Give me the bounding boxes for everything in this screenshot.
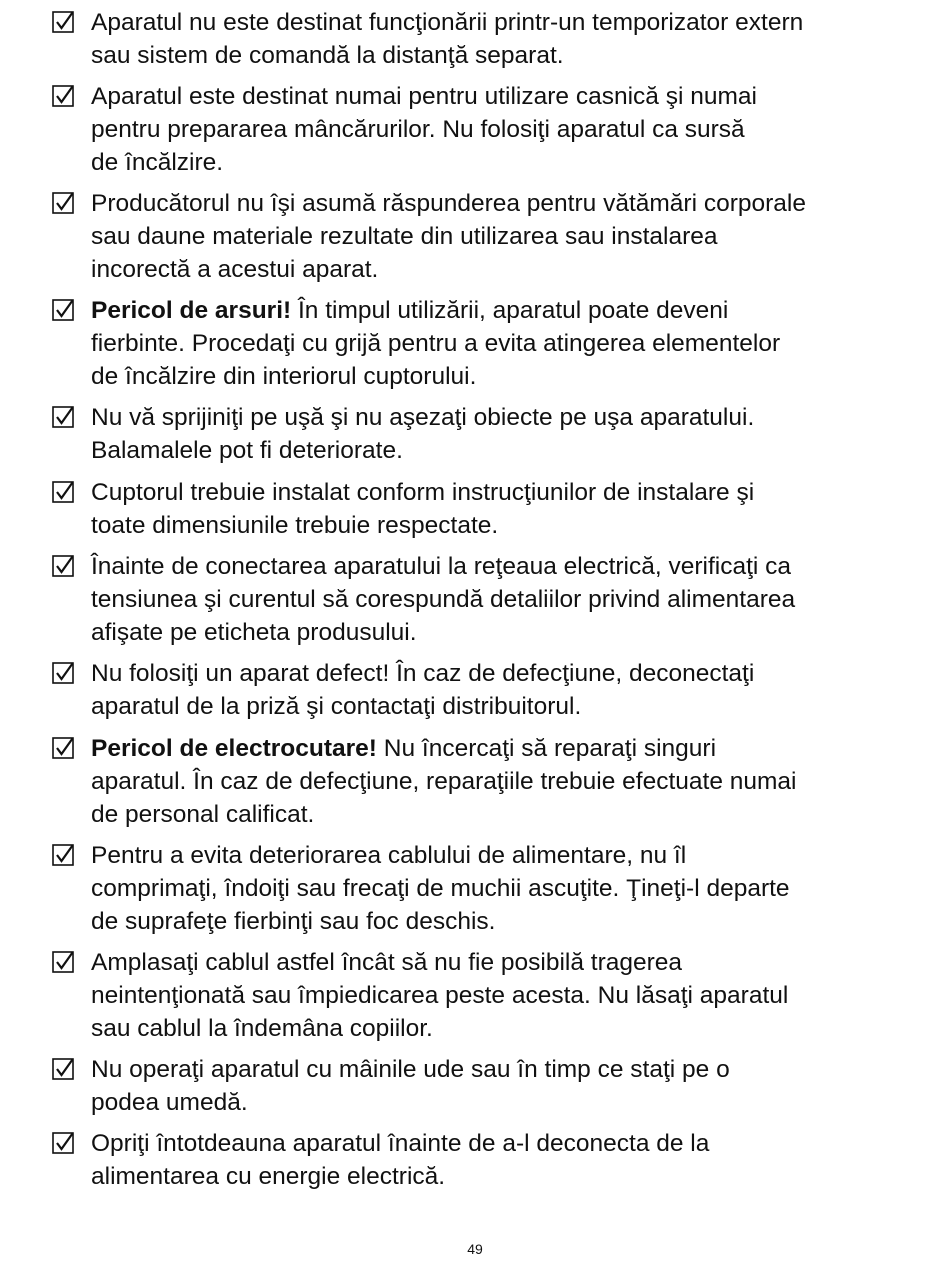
item-body: Opriţi întotdeauna aparatul înainte de a-l deconecta de la alimentarea cu energie electrică. xyxy=(91,1130,710,1190)
list-item xyxy=(52,80,902,179)
item-text xyxy=(91,80,902,179)
checkbox-icon xyxy=(52,555,74,577)
item-body: Înainte de conectarea aparatului la reţeaua electrică, verificaţi ca tensiunea şi curentul să corespundă detaliilor privind alimentarea afişate pe eticheta produsului. xyxy=(91,553,796,646)
item-body: Pentru a evita deteriorarea cablului de alimentare, nu îl comprimaţi, îndoiţi sau frecaţi de muchii ascuţite. Ţineţi-l departe de suprafeţe fierbinţi sau foc deschis. xyxy=(91,842,790,935)
item-body: Aparatul este destinat numai pentru utilizare casnică şi numai pentru prepararea mâncărurilor. Nu folosiţi aparatul ca sursă de încălzire. xyxy=(91,83,757,176)
list-item xyxy=(52,657,902,723)
checkbox-icon xyxy=(52,192,74,214)
checkbox-icon xyxy=(52,1132,74,1154)
list-item xyxy=(52,187,902,286)
checkbox-icon xyxy=(52,11,74,33)
item-body: Nu încercaţi să reparaţi singuri aparatul. În caz de defecţiune, reparaţiile trebuie efectuate numai de personal calificat. xyxy=(91,735,797,828)
checkbox-icon xyxy=(52,737,74,759)
page-number: 49 xyxy=(467,1241,483,1257)
item-text xyxy=(91,732,902,831)
checkbox-icon xyxy=(52,481,74,503)
checkbox-icon xyxy=(52,1058,74,1080)
item-warning-label: Pericol de electrocutare! xyxy=(91,735,377,762)
item-text xyxy=(91,187,902,286)
checkbox-icon xyxy=(52,844,74,866)
item-text xyxy=(91,476,902,542)
item-text xyxy=(91,294,902,393)
item-text xyxy=(91,839,902,938)
list-item xyxy=(52,550,902,649)
item-body: Cuptorul trebuie instalat conform instrucţiunilor de instalare şi toate dimensiunile trebuie respectate. xyxy=(91,479,755,539)
item-body: Amplasaţi cablul astfel încât să nu fie posibilă tragerea neintenţionată sau împiedicarea peste acesta. Nu lăsaţi aparatul sau cablul la îndemâna copiilor. xyxy=(91,949,789,1042)
item-text xyxy=(91,1053,902,1119)
item-body: Nu folosiţi un aparat defect! În caz de defecţiune, deconectaţi aparatul de la priză şi contactaţi distribuitorul. xyxy=(91,660,755,720)
item-text xyxy=(91,657,902,723)
item-text xyxy=(91,946,902,1045)
list-item xyxy=(52,6,902,72)
item-body: Producătorul nu îşi asumă răspunderea pentru vătămări corporale sau daune materiale rezultate din utilizarea sau instalarea incorectă a acestui aparat. xyxy=(91,190,806,283)
list-item xyxy=(52,294,902,393)
checkbox-icon xyxy=(52,299,74,321)
item-text xyxy=(91,6,902,72)
list-item xyxy=(52,946,902,1045)
checkbox-icon xyxy=(52,951,74,973)
item-text xyxy=(91,401,902,467)
item-body: Aparatul nu este destinat funcţionării printr-un temporizator extern sau sistem de comandă la distanţă separat. xyxy=(91,9,804,69)
list-item xyxy=(52,1053,902,1119)
item-text xyxy=(91,1127,902,1193)
item-text xyxy=(91,550,902,649)
item-body: În timpul utilizării, aparatul poate deveni fierbinte. Procedaţi cu grijă pentru a evita atingerea elementelor de încălzire din interiorul cuptorului. xyxy=(91,297,781,390)
checkbox-icon xyxy=(52,85,74,107)
list-item xyxy=(52,401,902,467)
item-warning-label: Pericol de arsuri! xyxy=(91,297,292,324)
list-item xyxy=(52,732,902,831)
checkbox-icon xyxy=(52,662,74,684)
item-body: Nu vă sprijiniţi pe uşă şi nu aşezaţi obiecte pe uşa aparatului. Balamalele pot fi deteriorate. xyxy=(91,404,755,464)
list-item xyxy=(52,476,902,542)
item-body: Nu operaţi aparatul cu mâinile ude sau în timp ce staţi pe o podea umedă. xyxy=(91,1056,730,1116)
list-item xyxy=(52,1127,902,1193)
list-item xyxy=(52,839,902,938)
checkbox-icon xyxy=(52,406,74,428)
